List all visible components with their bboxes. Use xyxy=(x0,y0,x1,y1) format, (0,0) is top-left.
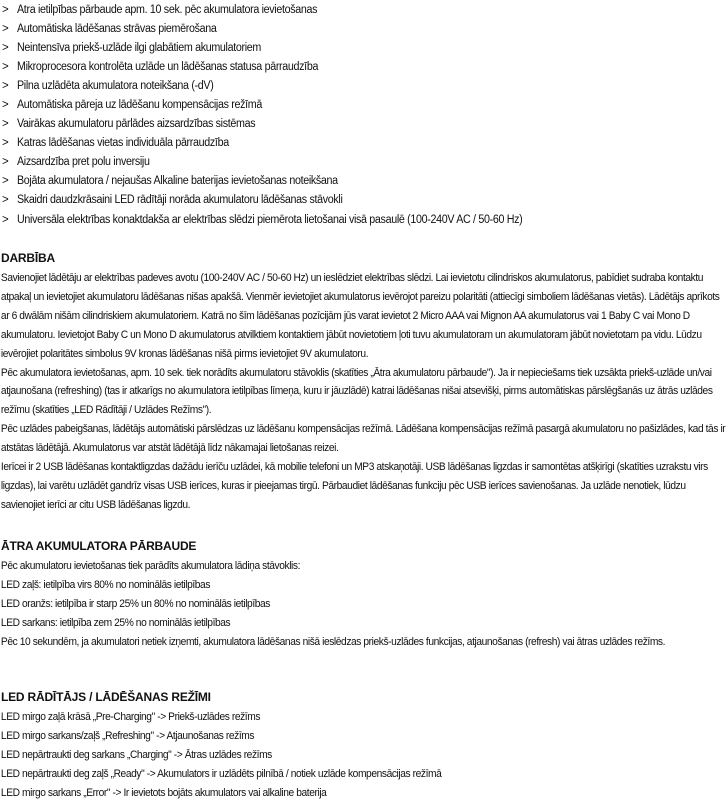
feature-item xyxy=(0,19,728,38)
feature-text: Skaidri daudzkrāsaini LED rādītāji norāda akumulatoru lādēšanas stāvokli xyxy=(17,194,343,207)
feature-item xyxy=(0,172,728,191)
feature-text: Ātra ietilpības pārbaude apm. 10 sek. pēc akumulatora ievietošanas xyxy=(17,3,318,16)
feature-item xyxy=(0,191,728,210)
feature-text: Neintensīva priekš-uzlāde ilgi glabātiem akumulatoriem xyxy=(17,41,261,54)
feature-text: Aizsardzība pret polu inversiju xyxy=(17,156,150,169)
led-mode-line: LED mirgo sarkans „Error" -> Ir ievietots bojāts akumulators vai alkaline baterija xyxy=(0,786,327,799)
paragraph: Ierīcei ir 2 USB lādēšanas kontaktligzdas dažādu ierīču uzlādei, kā mobilie telefoni un MP3 atskaņotāji. USB lādēšanas ligzdas ir samontētas atšķirīgi (skatīties uzrakstu virs ligzdas), lai varētu uzlādēt gandrīz visas USB ierīces, kuras ir pieejamas tirgū. Pārbaudiet lādēšanas funkciju pēc USB ierīces savienošanas. Ja uzlāde nenotiek, lūdzu savienojiet ierīci ar citu USB lādēšanas ligzdu. xyxy=(0,461,708,511)
feature-text: Automātiska pāreja uz lādēšanu kompensācijas režīmā xyxy=(17,99,262,112)
paragraph: Savienojiet lādētāju ar elektrības padeves avotu (100-240V AC / 50-60 Hz) un ieslēdziet elektrības slēdzi. Lai ievietotu cilindriskos akumulatorus, pabīdiet sudraba kontaktu atpakaļ un ievietojiet akumulatoru lādēšanas nišas apakšā. Vienmēr ievietojiet akumulatorus ievērojot pareizu polaritāti (attiecīgi simboliem lādēšanas vietās). Lādētājs aprīkots ar 6 dwālām nišām cilindriskiem akumulatoriem. Katrā no šīm lādēšanas pozīcijām jūs varat ievietot 2 Micro AAA vai Mignon AA akumulatorus vai 1 Baby C vai Mono D akumulatoru. Ievietojot Baby C un Mono D akumulatorus atvilktiem kontaktiem jābūt novietotiem ļoti tuvu akumulatoram un akumulatoram jābūt novietotam pa vidu. Lūdzu ievērojiet polaritātes simbolus 9V kronas lādēšanas nišā pirms ievietojiet 9V akumulatoru. xyxy=(0,272,720,360)
led-mode-line: LED nepārtraukti deg zaļš „Ready" -> Akumulators ir uzlādēts pilnībā / notiek uzlāde kompensācijas režīmā xyxy=(0,767,442,780)
bullet-marker: > xyxy=(2,22,9,35)
feature-text: Automātiska lādēšanas strāvas piemērošana xyxy=(17,22,217,35)
feature-item xyxy=(0,115,728,134)
paragraph: Pēc uzlādes pabeigšanas, lādētājs automātiski pārslēdzas uz lādēšanu kompensācijas režīmā. Lādēšana kompensācijas režīmā pasargā akumulatoru no pašizlādes, kad tās ir atstātas lādētājā. Akumulatorus var atstāt lādētājā līdz nākamajai lietošanas reizei. xyxy=(0,423,726,455)
led-mode-line: LED mirgo zaļā krāsā „Pre-Charging" -> Priekš-uzlādes režīms xyxy=(0,711,261,723)
feature-item xyxy=(0,0,728,19)
feature-text: Bojāta akumulatora / nejaušas Alkaline baterijas ievietošanas noteikšana xyxy=(17,175,338,188)
section-atra-parbaude xyxy=(0,538,728,651)
feature-item xyxy=(0,57,728,76)
led-mode-line: LED mirgo sarkans/zaļš „Refreshing" -> Atjaunošanas režīms xyxy=(0,729,255,742)
section-title: ĀTRA AKUMULATORA PĀRBAUDE xyxy=(1,539,197,553)
bullet-marker: > xyxy=(2,79,9,92)
bullet-marker: > xyxy=(2,137,9,150)
section-led-rezimi xyxy=(0,689,728,802)
bullet-marker: > xyxy=(2,156,9,169)
feature-text: Mikroprocesora kontrolēta uzlāde un lādēšanas statusa pārraudzība xyxy=(17,60,319,73)
feature-text: Katras lādēšanas vietas individuāla pārraudzība xyxy=(17,137,229,150)
section-darbiba xyxy=(0,250,728,515)
feature-item xyxy=(0,95,728,114)
bullet-marker: > xyxy=(2,213,9,226)
feature-item xyxy=(0,38,728,57)
feature-list xyxy=(0,0,728,229)
feature-text: Pilna uzlādēta akumulatora noteikšana (-dV) xyxy=(17,79,214,92)
section-title: DARBĪBA xyxy=(1,251,55,265)
led-state-line: LED oranžs: ietilpība ir starp 25% un 80% no nominālās ietilpības xyxy=(0,597,271,610)
feature-item xyxy=(0,76,728,95)
led-state-line: LED zaļš: ietilpība virs 80% no nominālās ietilpības xyxy=(0,578,211,591)
bullet-marker: > xyxy=(2,60,9,73)
feature-text: Universāla elektrības konaktdakša ar elektrības slēdzi piemērota lietošanai visā pasaulē (100-240V AC / 50-60 Hz) xyxy=(17,213,523,226)
feature-item xyxy=(0,134,728,153)
intro-line: Pēc akumulatoru ievietošanas tiek parādīts akumulatora lādiņa stāvoklis: xyxy=(0,560,301,572)
section-title: LED RĀDĪTĀJS / LĀDĒŠANAS REŽĪMI xyxy=(1,690,211,704)
bullet-marker: > xyxy=(2,118,9,131)
paragraph: Pēc akumulatora ievietošanas, apm. 10 sek. tiek norādīts akumulatoru stāvoklis (skatīties „Ātra akumulatoru pārbaude"). Ja ir nepieciešams tiek uzsākta priekš-uzlāde un/vai atjaunošana (refreshing) (tas ir atkarīgs no akumulatora ietilpības līmeņa, kuru ir jāuzlādē) katrai lādēšanas nišai atsevišķi, pirms automātiskas pārslēgšanās uz ātrās uzlādes režīmu (skatīties „LED Rādītāji / Uzlādes Režīms"). xyxy=(0,366,713,417)
feature-item xyxy=(0,153,728,172)
bullet-marker: > xyxy=(2,99,9,112)
bullet-marker: > xyxy=(2,175,9,188)
feature-text: Vairākas akumulatoru pārlādes aizsardzības sistēmas xyxy=(17,118,256,131)
note-paragraph: Pēc 10 sekundēm, ja akumulatori netiek izņemti, akumulatora lādēšanas nišā ieslēdzas priekš-uzlādes funkcijas, atjaunošanas (refresh) vai ātras uzlādes režīms. xyxy=(0,635,666,648)
led-mode-line: LED nepārtraukti deg sarkans „Charging" -> Ātras uzlādes režīms xyxy=(0,748,272,761)
bullet-marker: > xyxy=(2,3,9,16)
led-state-line: LED sarkans: ietilpība zem 25% no nominālās ietilpības xyxy=(0,616,231,629)
bullet-marker: > xyxy=(2,41,9,54)
feature-item xyxy=(0,210,728,229)
bullet-marker: > xyxy=(2,194,9,207)
